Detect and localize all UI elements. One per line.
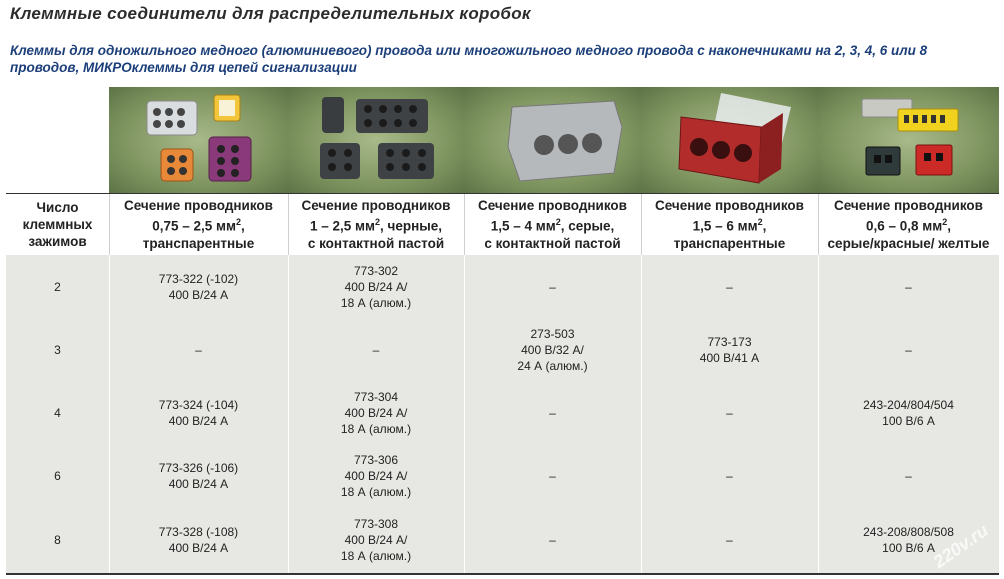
cell-line: – <box>726 279 733 294</box>
table-cell <box>109 255 288 318</box>
cell-line: 400 В/24 А/ <box>344 533 408 547</box>
table-cell <box>288 255 464 318</box>
cell-line: 243-208/808/508 <box>863 525 954 539</box>
table-row <box>6 444 999 508</box>
cell-line: 400 В/41 А <box>699 350 760 365</box>
row-count: 6 <box>54 468 61 483</box>
table-cell <box>641 381 818 444</box>
cell-line: 273-503 <box>530 326 575 341</box>
table-cell <box>464 444 641 507</box>
cell-line: – <box>549 279 556 294</box>
table-cell <box>464 381 641 444</box>
cell-line: – <box>549 405 556 420</box>
table-row <box>6 507 999 574</box>
header-col-3: Сечение проводников 1,5 – 4 $мм^2$, серые, с контактной пастой <box>478 198 627 251</box>
photo-black-connectors <box>288 87 465 193</box>
cell-line: 773-308 <box>353 517 399 531</box>
cell-line: 773-324 (-104) <box>158 397 239 412</box>
table-row <box>6 255 999 319</box>
cell-line: 18 А (алюм.) <box>340 549 412 563</box>
cell-line: – <box>726 533 733 547</box>
row-count: 8 <box>54 533 61 547</box>
page-subtitle: Клеммы для одножильного медного (алюминиевого) провода или многожильного медного провода с наконечниками на 2, 3, 4, 6 или 8 проводов, МИКРОклеммы для цепей сигнализации <box>10 43 928 75</box>
cell-line: 24 А (алюм.) <box>517 358 588 373</box>
table-cell <box>818 255 999 318</box>
cell-line: 18 А (алюм.) <box>340 484 412 499</box>
cell-line: 400 В/24 А <box>168 287 229 302</box>
cell-line: 400 В/24 А <box>168 476 229 491</box>
cell-line: 400 В/32 А/ <box>521 342 584 357</box>
header-col-4: Сечение проводников 1,5 – 6 $мм^2$, транспарентные <box>655 198 804 251</box>
cell-line: – <box>195 342 202 357</box>
cell-line: 773-328 (-108) <box>158 525 239 539</box>
cell-line: 773-326 (-106) <box>158 460 239 475</box>
table-cell <box>818 444 999 507</box>
row-count: 2 <box>54 279 61 294</box>
header-count: Число клеммных зажимов <box>22 200 93 249</box>
cell-line: 18 А (алюм.) <box>340 295 412 310</box>
header-col-5: Сечение проводников 0,6 – 0,8 $мм^2$, серые/красные/ желтые <box>827 198 990 251</box>
cell-line: – <box>549 533 556 547</box>
cell-line: 100 В/6 А <box>882 413 935 428</box>
page-title: Клеммные соединители для распределительных коробок <box>10 4 531 23</box>
table-cell <box>641 318 818 381</box>
table-cell <box>109 318 288 381</box>
table-cell <box>288 507 464 573</box>
cell-line: 400 В/24 А/ <box>344 405 408 420</box>
cell-line: 773-173 <box>707 334 752 349</box>
photo-grey-connector <box>464 87 642 193</box>
row-count: 3 <box>54 342 61 357</box>
table-bottom-rule <box>6 573 999 575</box>
connectors-table <box>6 87 999 573</box>
table-cell <box>109 381 288 444</box>
cell-line: – <box>372 342 380 357</box>
header-col-1: Сечение проводников 0,75 – 2,5 $мм^2$, транспарентные <box>124 198 273 251</box>
table-cell <box>109 507 288 573</box>
table-row <box>6 318 999 382</box>
table-cell <box>288 444 464 507</box>
table-cell <box>818 318 999 381</box>
watermark: 220v.ru <box>929 520 992 573</box>
cell-line: 243-204/804/504 <box>863 397 954 412</box>
cell-line: – <box>905 279 912 294</box>
cell-line: 18 А (алюм.) <box>340 421 412 436</box>
photo-row <box>6 87 999 193</box>
table-cell <box>464 507 641 573</box>
cell-line: 773-304 <box>353 389 399 404</box>
table-cell <box>641 507 818 573</box>
table-cell <box>818 381 999 444</box>
cell-line: – <box>549 468 556 483</box>
cell-line: 400 В/24 А/ <box>344 279 408 294</box>
cell-line: – <box>905 342 912 357</box>
row-count: 4 <box>54 405 61 420</box>
header-col-2: Сечение проводников 1 – 2,5 $мм^2$, черные, с контактной пастой <box>301 198 451 251</box>
table-row <box>6 381 999 445</box>
cell-line: – <box>726 468 733 483</box>
cell-line: 100 В/6 А <box>882 541 935 555</box>
cell-line: 773-306 <box>353 452 399 467</box>
table-header <box>6 193 999 256</box>
photo-transparent-connectors <box>109 87 289 193</box>
cell-line: 400 В/24 А <box>168 413 229 428</box>
table-cell <box>464 255 641 318</box>
photo-micro-connectors <box>818 87 1000 193</box>
table-cell <box>288 381 464 444</box>
cell-line: 773-302 <box>353 263 399 278</box>
table-cell <box>464 318 641 381</box>
cell-line: 400 В/24 А/ <box>344 468 408 483</box>
cell-line: – <box>905 468 912 483</box>
table-cell <box>109 444 288 507</box>
photo-red-connector <box>641 87 819 193</box>
table-cell <box>641 444 818 507</box>
cell-line: – <box>726 405 733 420</box>
table-cell <box>288 318 464 381</box>
cell-line: 773-322 (-102) <box>158 271 239 286</box>
table-cell <box>641 255 818 318</box>
cell-line: 400 В/24 А <box>168 541 229 555</box>
